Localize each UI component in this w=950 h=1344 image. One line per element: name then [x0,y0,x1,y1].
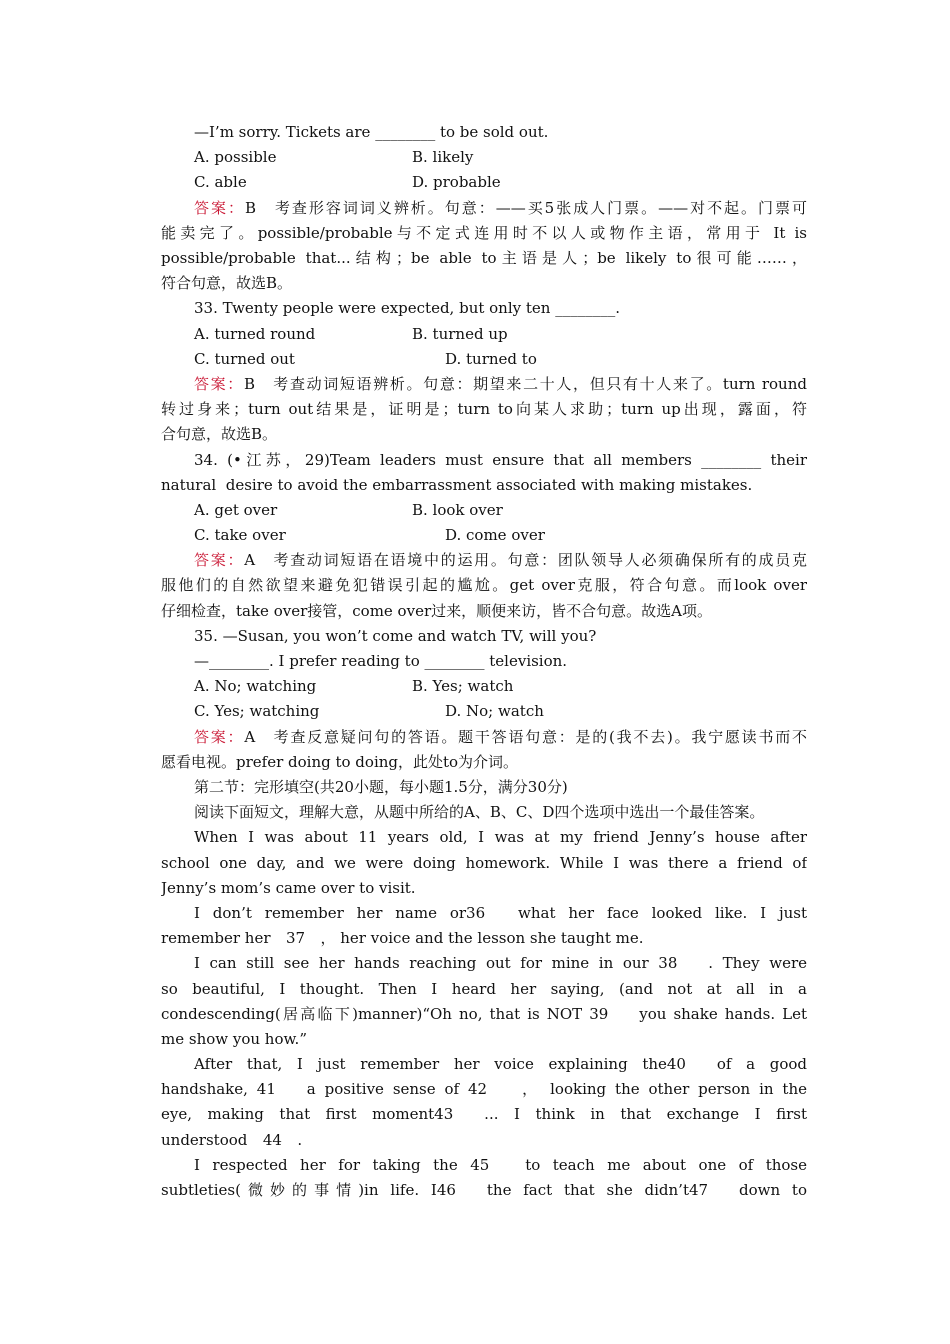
q33-stem: 33. Twenty people were expected, but only ten ________. [194,299,620,318]
q34-option-b: B. look over [412,500,503,519]
q33-option-b: B. turned up [412,324,508,343]
blank-42: 42 [468,1077,518,1102]
blank-47: 47 [689,1178,739,1203]
q32-option-c: C. able [194,173,247,192]
q33-option-a: A. turned round [194,324,316,343]
q32-answer-line3: possible/probable that...结构；be able to主语是人；be likely to很可能……， [161,248,807,267]
q34-stem-line2: natural desire to avoid the embarrassment associated with making mistakes. [161,475,753,494]
section-instruction: 阅读下面短文，理解大意，从题中所给的A、B、C、D四个选项中选出一个最佳答案。 [194,803,765,822]
q34-options-row1 [161,498,807,523]
section-heading: 第二节：完形填空(共20小题，每小题1.5分，满分30分) [194,778,568,796]
passage-p4-line3: eye, making that first moment43 ... I think in that exchange I first [161,1102,807,1127]
q33-answer-line3: 合句意，故选B。 [161,425,278,444]
q33-answer-line1: 答案：B 考查动词短语辨析。句意：期望来二十人，但只有十人来了。turn round [194,374,807,393]
q35-answer-line1: 答案：A 考查反意疑问句的答语。题干答语句意：是的(我不去)。我宁愿读书而不 [194,727,807,746]
document-page [161,120,807,1203]
q35-options-row2 [161,699,807,724]
q32-option-b: B. likely [412,148,474,167]
q35-stem-line2: —________. I prefer reading to ________ television. [194,652,568,671]
q34-answer-line3: 仔细检查，take over接管，come over过来，顺便来访，皆不合句意。故选A项。 [161,601,712,620]
blank-45: 45 [470,1153,525,1178]
blank-39: 39 [589,1002,639,1027]
answer-label: 答案： [194,727,245,746]
q35-option-d: D. No; watch [445,702,544,721]
blank-46: 46 [437,1178,487,1203]
passage-p1-line1: When I was about 11 years old, I was at my friend Jenny’s house after [194,828,807,847]
q34-answer-line1: 答案：A 考查动词短语在语境中的运用。句意：团队领导人必须确保所有的成员克 [194,551,807,570]
passage-p5-line2: subtleties(微妙的事情)in life. I46 the fact that she didn’t47 down to [161,1178,807,1203]
q32-option-d: D. probable [412,173,501,192]
q32-answer-line1: 答案：B 考查形容词词义辨析。句意：——买5张成人门票。——对不起。门票可 [194,198,807,217]
q34-option-d: D. come over [445,526,545,545]
q35-options-row1 [161,674,807,699]
q34-stem-line1: 34. (•江苏，29)Team leaders must ensure that all members ________ their [194,450,807,469]
q33-options-row2 [161,347,807,372]
q34-option-a: A. get over [194,500,278,519]
answer-label: 答案： [194,198,245,217]
answer-label: 答案： [194,374,244,393]
q32-option-a: A. possible [194,148,277,167]
q32-options-row2 [161,170,807,195]
passage-p4-line2: handshake, 41 a positive sense of 42 ， looking the other person in the [161,1077,807,1102]
answer-label: 答案： [194,551,245,570]
passage-p3-line3: condescending(居高临下)manner)“Oh no, that is NOT 39 you shake hands. Let [161,1002,807,1027]
q33-answer-line2: 转过身来；turn out结果是，证明是；turn to向某人求助；turn up出现，露面，符 [161,400,807,419]
passage-p3-line1: I can still see her hands reaching out for mine in our 38 . They were [161,951,807,976]
q35-option-a: A. No; watching [194,677,317,696]
blank-40: 40 [667,1052,717,1077]
passage-p3-line2: so beautiful, I thought. Then I heard her saying, (and not at all in a [161,979,807,998]
passage-p1-line3: Jenny’s mom’s came over to visit. [161,878,416,897]
q35-option-b: B. Yes; watch [412,677,514,696]
q32-stem: —I’m sorry. Tickets are ________ to be sold out. [194,123,549,141]
passage-p4-line4: understood 44 . [161,1128,807,1153]
blank-36: 36 [466,901,518,926]
q34-option-c: C. take over [194,526,286,545]
passage-p1-line2: school one day, and we were doing homework. While I was there a friend of [161,853,807,872]
passage-p2-line2: remember her 37 ， her voice and the lesson she taught me. [161,926,807,951]
blank-44: 44 [247,1128,297,1153]
q32-answer-line2: 能卖完了。possible/probable与不定式连用时不以人或物作主语，常用于 It is [161,223,807,242]
q33-option-d: D. turned to [445,349,537,368]
passage-p4-line1: After that, I just remember her voice explaining the40 of a good [161,1052,807,1077]
passage-p2-line1: I don’t remember her name or36 what her face looked like. I just [161,901,807,926]
q35-option-c: C. Yes; watching [194,702,320,721]
q32-answer-line4: 符合句意，故选B。 [161,274,293,293]
q33-options-row1 [161,322,807,347]
q33-option-c: C. turned out [194,349,295,368]
q35-answer-line2: 愿看电视。prefer doing to doing，此处to为介词。 [161,752,519,771]
blank-37: 37 [271,926,321,951]
q35-stem-line1: 35. —Susan, you won’t come and watch TV, will you? [194,626,597,645]
q34-answer-line2: 服他们的自然欲望来避免犯错误引起的尴尬。get over克服，符合句意。而look over [161,576,807,595]
blank-41: 41 [257,1077,307,1102]
q34-options-row2 [161,523,807,548]
blank-43: 43 [434,1102,484,1127]
passage-p3-line4: me show you how.” [161,1029,307,1048]
q32-options-row1 [161,145,807,170]
blank-38: 38 [658,951,708,976]
passage-p5-line1: I respected her for taking the 45 to teach me about one of those [161,1153,807,1178]
